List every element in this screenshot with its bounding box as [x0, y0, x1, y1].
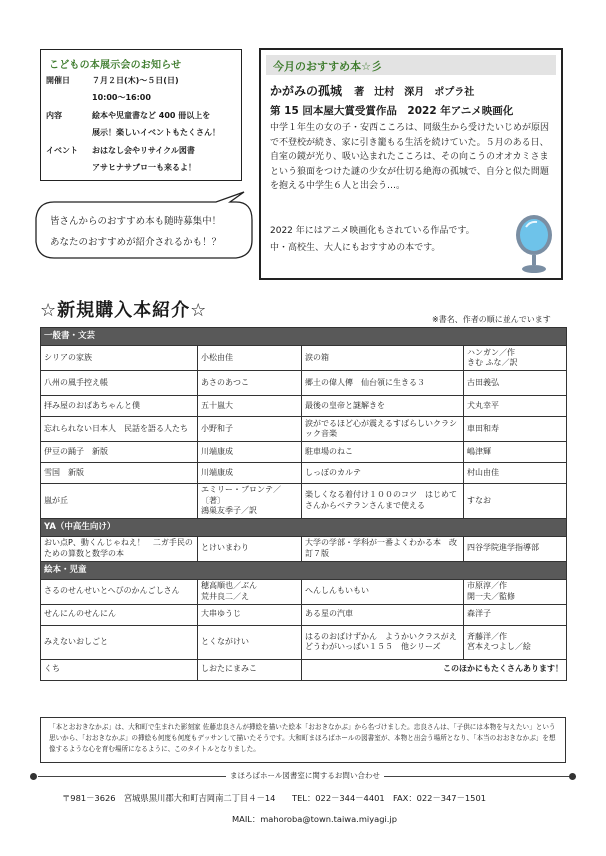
recommended-header — [266, 55, 556, 75]
book-title-cell: ある星の汽車 — [302, 604, 464, 625]
book-author-cell: 斉藤洋／作 宮本えつよし／絵 — [464, 625, 567, 659]
book-title-cell: 駐車場のねこ — [302, 442, 464, 463]
table-row — [41, 442, 567, 463]
category-row — [41, 561, 567, 579]
book-title-line — [270, 82, 474, 99]
notice-title: こどもの本展示会のお知らせ — [49, 60, 182, 71]
notice-row-value: アサヒナサブロ一も来るよ！ — [92, 163, 196, 172]
contact-address: 〒981－3626 宮城県黒川郡大和町吉岡南二丁目４－14 TEL：022－344－4401 FAX：022－347－1501 — [62, 793, 486, 803]
table-row — [41, 417, 567, 442]
book-author-cell: ハンガン／作 きむ ふな／訳 — [464, 346, 567, 371]
book-title-cell: みえないおしごと — [41, 625, 198, 659]
notice-row-label: 開催日 — [46, 76, 70, 85]
table-row — [41, 536, 567, 561]
book-title-cell: 嵐が丘 — [41, 484, 198, 519]
book-author-cell: 五十嵐大 — [198, 396, 302, 417]
book-title-cell: 涙がでるほど心が震えるすばらしいクラシック音楽 — [302, 417, 464, 442]
notice-row-value: 絵本や児童書など 400 冊以上を — [92, 111, 211, 120]
recommendation-call-bubble — [30, 196, 256, 262]
book-author-cell: とくながけい — [198, 625, 302, 659]
table-row — [41, 371, 567, 396]
book-summary — [270, 121, 556, 194]
book-author-cell: あさのあつこ — [198, 371, 302, 396]
title-origin-box — [40, 717, 566, 763]
book-title-cell: さるのせんせいとへびのかんごしさん — [41, 579, 198, 604]
bullet-dot — [569, 773, 576, 780]
recommend-note-2: 中・高校生、大人にもおすすめの本です。 — [270, 243, 441, 253]
book-author-cell: 小野和子 — [198, 417, 302, 442]
book-author-cell: しおたにまみこ — [198, 659, 302, 680]
book-title-cell: シリアの家族 — [41, 346, 198, 371]
contact-heading-text: まほろばホール図書室に関するお問い合わせ — [226, 770, 384, 781]
closing-note: このほかにもたくさんあります！ — [302, 659, 567, 680]
sort-note: ※書名、作者の順に並んでいます — [432, 315, 551, 324]
table-row — [41, 625, 567, 659]
table-row — [41, 579, 567, 604]
book-author-cell: とけいまわり — [198, 536, 302, 561]
book-author-cell: 市原淳／作 開一夫／監修 — [464, 579, 567, 604]
title-origin-text: 「本とおおきなかぶ」は、大和町で生まれた影刻家 佐藤忠良さんが挿絵を描いた絵本「おおきなかぶ」から名づけました。忠良さんは、「子供には本物を与えたい」という思いから、「おおきなかぶ」の挿絵も何度も何度もデッサンして描いたそうです。大和町まほろばホールの図書室が、本物と出会う場所となり、「本当のおおきなかぶ」を想像するような心を育む場所になるように、このタイトルとなりました。 — [49, 723, 556, 753]
book-author-cell: エミリー・ブロンテ／〔著〕 鴻巣友季子／訳 — [198, 484, 302, 519]
book-author-cell: 穂高順也／ぶん 荒井良二／え — [198, 579, 302, 604]
book-author-cell: 村山由佳 — [464, 463, 567, 484]
notice-row-value: 展示！楽しいイベントもたくさん！ — [92, 128, 220, 137]
book-author-cell: 川端康成 — [198, 442, 302, 463]
table-row — [41, 659, 567, 680]
book-author-cell: 大串ゆうじ — [198, 604, 302, 625]
book-title-cell: 楽しくなる着付け１００のコツ はじめてさんからベテランさんまで使える — [302, 484, 464, 519]
contact-mail: MAIL：mahoroba@town.taiwa.miyagi.jp — [232, 814, 397, 824]
book-author-cell: 車田和寿 — [464, 417, 567, 442]
notice-row-value: ７月２日(木)～５日(日) — [92, 76, 179, 85]
book-title-cell: くち — [41, 659, 198, 680]
book-author-cell: 四谷学院進学指導部 — [464, 536, 567, 561]
book-title-cell: 最後の皇帝と謎解きを — [302, 396, 464, 417]
book-title-cell: 八州の風手控え帳 — [41, 371, 198, 396]
category-ya: YA（中高生向け） — [41, 518, 567, 536]
book-author-cell: 犬丸幸平 — [464, 396, 567, 417]
book-author-cell: 嶋津輝 — [464, 442, 567, 463]
book-title-cell: せんにんのせんにん — [41, 604, 198, 625]
book-title-cell: 忘れられない日本人 民話を語る人たち — [41, 417, 198, 442]
book-author-cell: 川端康成 — [198, 463, 302, 484]
category-general: 一般書・文芸 — [41, 328, 567, 346]
category-picture-books: 絵本・児童 — [41, 561, 567, 579]
notice-row-value: おはなし会やリサイクル図書 — [92, 146, 195, 155]
book-author-cell: 小松由佳 — [198, 346, 302, 371]
recommend-note-1: 2022 年にはアニメ映画化もされている作品です。 — [270, 226, 475, 236]
table-row — [41, 463, 567, 484]
book-title-cell: 拝み屋のおばあちゃんと僕 — [41, 396, 198, 417]
mirror-icon — [511, 213, 557, 275]
notice-row-label: イベント — [46, 146, 78, 155]
recommended-header-text: 今月のおすすめ本☆彡 — [273, 60, 382, 73]
book-title: かがみの孤城 — [270, 84, 343, 98]
notice-row-label: 内容 — [46, 111, 62, 120]
book-author: 著 辻村 深月 ポプラ社 — [354, 87, 475, 98]
book-summary-text: 中学１年生の女の子・安西こころは、同級生から受けたいじめが原因で不登校が続き、家に引き籠もる生活を続けていた。５月のある日、自室の鏡が光り、吸い込まれたこころは、その向こうのオオカミさまという狼面をつけた謎の少女が仕切る絶海の孤城で、自分と似た問題を抱える中学生６人と出会う…。 — [270, 123, 550, 191]
book-title-cell: はるのおばけずかん ようかいクラスがえ どうわがいっぱい１５５ 他シリーズ — [302, 625, 464, 659]
book-title-cell: 涙の箱 — [302, 346, 464, 371]
book-title-cell: へんしんもいもい — [302, 579, 464, 604]
book-title-cell: 大学の学部・学科が一番よくわかる本 改訂７版 — [302, 536, 464, 561]
new-books-table — [40, 327, 567, 681]
new-books-title: ☆新規購入本紹介☆ — [40, 300, 208, 321]
book-title-cell: 伊豆の踊子 新版 — [41, 442, 198, 463]
book-title-cell: 雪国 新版 — [41, 463, 198, 484]
table-row — [41, 346, 567, 371]
table-row — [41, 604, 567, 625]
bubble-line-2: あなたのおすすめが紹介されるかも！？ — [50, 237, 222, 248]
book-author-cell: 森洋子 — [464, 604, 567, 625]
exhibition-notice-box — [40, 49, 242, 181]
book-title-cell: しっぽのカルテ — [302, 463, 464, 484]
book-award: 第 15 回本屋大賞受賞作品 2022 年アニメ映画化 — [270, 105, 514, 117]
bullet-dot — [30, 773, 37, 780]
book-title-cell: 郷土の偉人傳 仙台領に生きる３ — [302, 371, 464, 396]
book-author-cell: 古田義弘 — [464, 371, 567, 396]
table-row — [41, 396, 567, 417]
book-author-cell: すなお — [464, 484, 567, 519]
category-row — [41, 518, 567, 536]
book-title-cell: おい点P、動くんじゃねえ！ 二ガ手民のための算数と数学の本 — [41, 536, 198, 561]
table-row — [41, 484, 567, 519]
speech-bubble-shape — [30, 196, 256, 262]
bubble-line-1: 皆さんからのおすすめ本も随時募集中！ — [50, 216, 222, 227]
category-row — [41, 328, 567, 346]
notice-row-value: 10:00～16:00 — [92, 93, 151, 102]
contact-heading — [30, 768, 576, 784]
